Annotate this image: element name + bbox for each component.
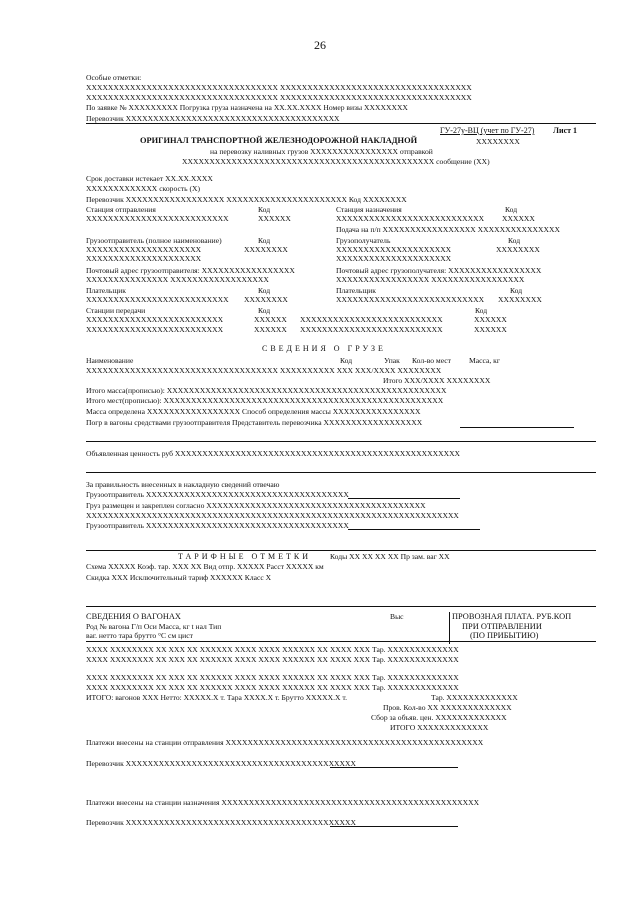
divider [86,472,596,473]
wagons-total: ИТОГО: вагонов XXX Нетто: XXXXX.X т. Тара XXXX.X т. Брутто XXXXX.X т. [86,693,347,702]
payer-value: XXXXXXXXXXXXXXXXXXXXXXXXXXX [336,295,485,304]
wagons-total-fare: Тар. XXXXXXXXXXXXX [431,693,518,702]
responsibility-line: Грузоотправитель XXXXXXXXXXXXXXXXXXXXXXXXXXXXXXXXXXXXX [86,521,349,530]
wagon-row: XXXX XXXXXXXX XX XXX XX XXXXXX XXXX XXXX XXXXXX XX XXXX XXX Тар. XXXXXXXXXXXXX [86,673,459,682]
destination-station-value: XXXXXXXXXXXXXXXXXXXXXXXXXXX [336,214,485,223]
destination-station-label: Станция назначения [336,205,402,214]
subtitle: на перевозку наливных грузов XXXXXXXXXXXXXXXX отправкой [210,147,433,156]
payer-value: XXXXXXXXXXXXXXXXXXXXXXXXXX [86,295,229,304]
divider [86,550,596,551]
cargo-col-places: Кол-во мест [412,356,451,365]
departure-station-value: XXXXXXXXXXXXXXXXXXXXXXXXXX [86,214,229,223]
special-marks-line: XXXXXXXXXXXXXXXXXXXXXXXXXXXXXXXXXXX XXXXXXXXXXXXXXXXXXXXXXXXXXXXXXXXXXX [86,93,472,102]
cargo-col-name: Наименование [86,356,134,365]
signature-line [348,498,460,499]
transfer-station: XXXXXXXXXXXXXXXXXXXXXXXXXX [300,315,443,324]
payer-label: Плательщик [336,286,376,295]
transfer-station-code: XXXXXX [474,315,507,324]
places-in-words: Итого мест(прописью): XXXXXXXXXXXXXXXXXXXXXXXXXXXXXXXXXXXXXXXXXXXXXXXXXXX [86,396,444,405]
wagons-section-header: СВЕДЕНИЯ О ВАГОНАХ [86,612,181,621]
transfer-station: XXXXXXXXXXXXXXXXXXXXXXXXX [86,315,224,324]
transfer-station-code: XXXXXX [254,315,287,324]
prov-count: Пров. Кол-во XX XXXXXXXXXXXXX [383,703,512,712]
tariff-codes: Коды XX XX XX XX Пр зам. ваг XX [330,552,450,561]
signature-line [460,427,574,428]
divider [86,441,596,442]
payer-label: Плательщик [86,286,126,295]
document-title: ОРИГИНАЛ ТРАНСПОРТНОЙ ЖЕЛЕЗНОДОРОЖНОЙ НАКЛАДНОЙ [140,136,418,145]
signature-line [330,767,458,768]
code-label: Код [258,205,271,214]
declared-value: Объявленная ценность руб XXXXXXXXXXXXXXXXXXXXXXXXXXXXXXXXXXXXXXXXXXXXXXXXXXXX [86,449,461,458]
cargo-col-mass: Масса, кг [469,356,500,365]
consignee-address-value: XXXXXXXXXXXXXXXXX XXXXXXXXXXXXXXXXX [336,275,525,284]
payer-code: XXXXXXXX [244,295,288,304]
fare-title: ПРОВОЗНАЯ ПЛАТА. РУБ.КОП [452,612,572,621]
wagons-columns: Род № вагона Г/п Оси Масса, кг t нал Тип [86,622,222,631]
payments-departure: Платежи внесены на станции отправления XXXXXXXXXXXXXXXXXXXXXXXXXXXXXXXXXXXXXXXXXXXXXXX [86,738,484,747]
transfer-station-code: XXXXXX [254,325,287,334]
consignee-code: XXXXXXXX [496,245,540,254]
fare-departure: ПРИ ОТПРАВЛЕНИИ [462,622,542,631]
delivery-deadline: Срок доставки истекает XX.XX.XXXX [86,174,213,183]
tariff-line: Схема XXXXX Коэф. тар. XXX XX Вид отпр. XXXXX Расст XXXXX км [86,562,324,571]
cargo-row: XXXXXXXXXXXXXXXXXXXXXXXXXXXXXXXXXXX XXXXXXXXXX XXX XXX/XXXX XXXXXXXX [86,366,442,375]
delivery-carrier: Перевозчик XXXXXXXXXXXXXXXXXX XXXXXXXXXXXXXXXXXXXXXX Код XXXXXXXX [86,195,407,204]
loading-line: Погр в вагоны средствами грузоотправителя Представитель перевозчика XXXXXXXXXXXXXXXXXX [86,418,423,427]
shipper-label: Грузоотправитель (полное наименование) [86,236,222,245]
signature-line [330,826,458,827]
sheet-number: Лист 1 [553,126,578,135]
cargo-section-header: СВЕДЕНИЯ О ГРУЗЕ [262,344,386,353]
fare-arrival: (ПО ПРИБЫТИЮ) [470,631,539,640]
consignee-address-label: Почтовый адрес грузополучателя: XXXXXXXXXXXXXXXXX [336,266,542,275]
payments-destination: Платежи внесены на станции назначения XXXXXXXXXXXXXXXXXXXXXXXXXXXXXXXXXXXXXXXXXXXXXXX [86,798,480,807]
transfer-station-code: XXXXXX [474,325,507,334]
code-label: Код [505,205,518,214]
signature-line [348,529,480,530]
order-line: По заявке № XXXXXXXXX Погрузка груза назначена на XX.XX.XXXX Номер визы XXXXXXXX [86,103,408,112]
code-label: Код [510,286,523,295]
responsibility-line: Груз размещен и закреплен согласно XXXXXXXXXXXXXXXXXXXXXXXXXXXXXXXXXXXXXXXX [86,501,426,510]
shipper-name: XXXXXXXXXXXXXXXXXXXXX [86,245,202,254]
shipper-address-label: Почтовый адрес грузоотправителя: XXXXXXXXXXXXXXXXX [86,266,295,275]
divider [86,606,596,607]
code-label: Код [258,236,271,245]
supply-line: Подача на п/п XXXXXXXXXXXXXXXXX XXXXXXXXXXXXXXX [336,225,560,234]
divider [86,123,596,124]
wagons-col-height: Выс [390,612,404,621]
responsibility-title: За правильность внесенных в накладную сведений отвечаю [86,480,280,489]
fare-grand-total: ИТОГО XXXXXXXXXXXXX [390,723,489,732]
wagon-row: XXXX XXXXXXXX XX XXX XX XXXXXX XXXX XXXX XXXXXX XX XXXX XXX Тар. XXXXXXXXXXXXX [86,655,459,664]
document-code: XXXXXXXX [476,137,520,146]
code-label: Код [508,236,521,245]
carrier-line: Перевозчик XXXXXXXXXXXXXXXXXXXXXXXXXXXXXXXXXXXXXXX [86,114,340,123]
code-label: Код [258,306,271,315]
mass-in-words: Итого масса(прописью): XXXXXXXXXXXXXXXXXXXXXXXXXXXXXXXXXXXXXXXXXXXXXXXXXXX [86,386,447,395]
destination-station-code: XXXXXX [502,214,535,223]
departure-station-label: Станция отправления [86,205,156,214]
wagon-row: XXXX XXXXXXXX XX XXX XX XXXXXX XXXX XXXX XXXXXX XX XXXX XXX Тар. XXXXXXXXXXXXX [86,683,459,692]
transfer-stations-label: Станции передачи [86,306,146,315]
special-marks-line: XXXXXXXXXXXXXXXXXXXXXXXXXXXXXXXXXXX XXXXXXXXXXXXXXXXXXXXXXXXXXXXXXXXXXX [86,83,472,92]
code-label: Код [258,286,271,295]
departure-station-code: XXXXXX [258,214,291,223]
consignee-label: Грузополучатель [336,236,391,245]
shipper-address-value: XXXXXXXXXXXXXXX XXXXXXXXXXXXXXXXXX [86,275,269,284]
tariff-line: Скидка XXX Исключительный тариф XXXXXX Класс X [86,573,272,582]
cargo-col-code: Код [340,356,353,365]
transfer-station: XXXXXXXXXXXXXXXXXXXXXXXXXX [300,325,443,334]
shipper-code: XXXXXXXX [244,245,288,254]
form-code: ГУ-27у-ВЦ (учет по ГУ-27) [440,126,535,135]
wagons-columns: ваг. нетто тара брутто °С см цист [86,631,193,640]
shipper-name: XXXXXXXXXXXXXXXXXXXXX [86,254,202,263]
responsibility-line: XXXXXXXXXXXXXXXXXXXXXXXXXXXXXXXXXXXXXXXXXXXXXXXXXXXXXXXXXXXXXXXXXXXX [86,511,459,520]
page-number: 26 [314,38,326,52]
payments-destination-carrier: Перевозчик XXXXXXXXXXXXXXXXXXXXXXXXXXXXXXXXXXXXXXXXXX [86,818,356,827]
delivery-speed: XXXXXXXXXXXXX скорость (X) [86,184,201,193]
subtitle: XXXXXXXXXXXXXXXXXXXXXXXXXXXXXXXXXXXXXXXXXXXXXX сообщение (XX) [182,157,490,166]
tariff-section-header: ТАРИФНЫЕ ОТМЕТКИ [178,552,312,561]
responsibility-line: Грузоотправитель XXXXXXXXXXXXXXXXXXXXXXXXXXXXXXXXXXXXX [86,490,349,499]
column-divider [449,612,450,644]
mass-method: Масса определена XXXXXXXXXXXXXXXXX Способ определения массы XXXXXXXXXXXXXXXX [86,407,421,416]
declared-value-fee: Сбор за объяв. цен. XXXXXXXXXXXXX [371,713,507,722]
cargo-total: Итого XXX/XXXX XXXXXXXX [383,376,491,385]
special-marks-label: Особые отметки: [86,73,142,82]
code-label: Код [475,306,488,315]
payments-departure-carrier: Перевозчик XXXXXXXXXXXXXXXXXXXXXXXXXXXXXXXXXXXXXXXXXX [86,759,356,768]
wagon-row: XXXX XXXXXXXX XX XXX XX XXXXXX XXXX XXXX XXXXXX XX XXXX XXX Тар. XXXXXXXXXXXXX [86,645,459,654]
payer-code: XXXXXXXX [498,295,542,304]
consignee-name: XXXXXXXXXXXXXXXXXXXXX [336,245,452,254]
consignee-name: XXXXXXXXXXXXXXXXXXXXX [336,254,452,263]
transfer-station: XXXXXXXXXXXXXXXXXXXXXXXXX [86,325,224,334]
cargo-col-pack: Упак [384,356,400,365]
divider [86,641,596,642]
